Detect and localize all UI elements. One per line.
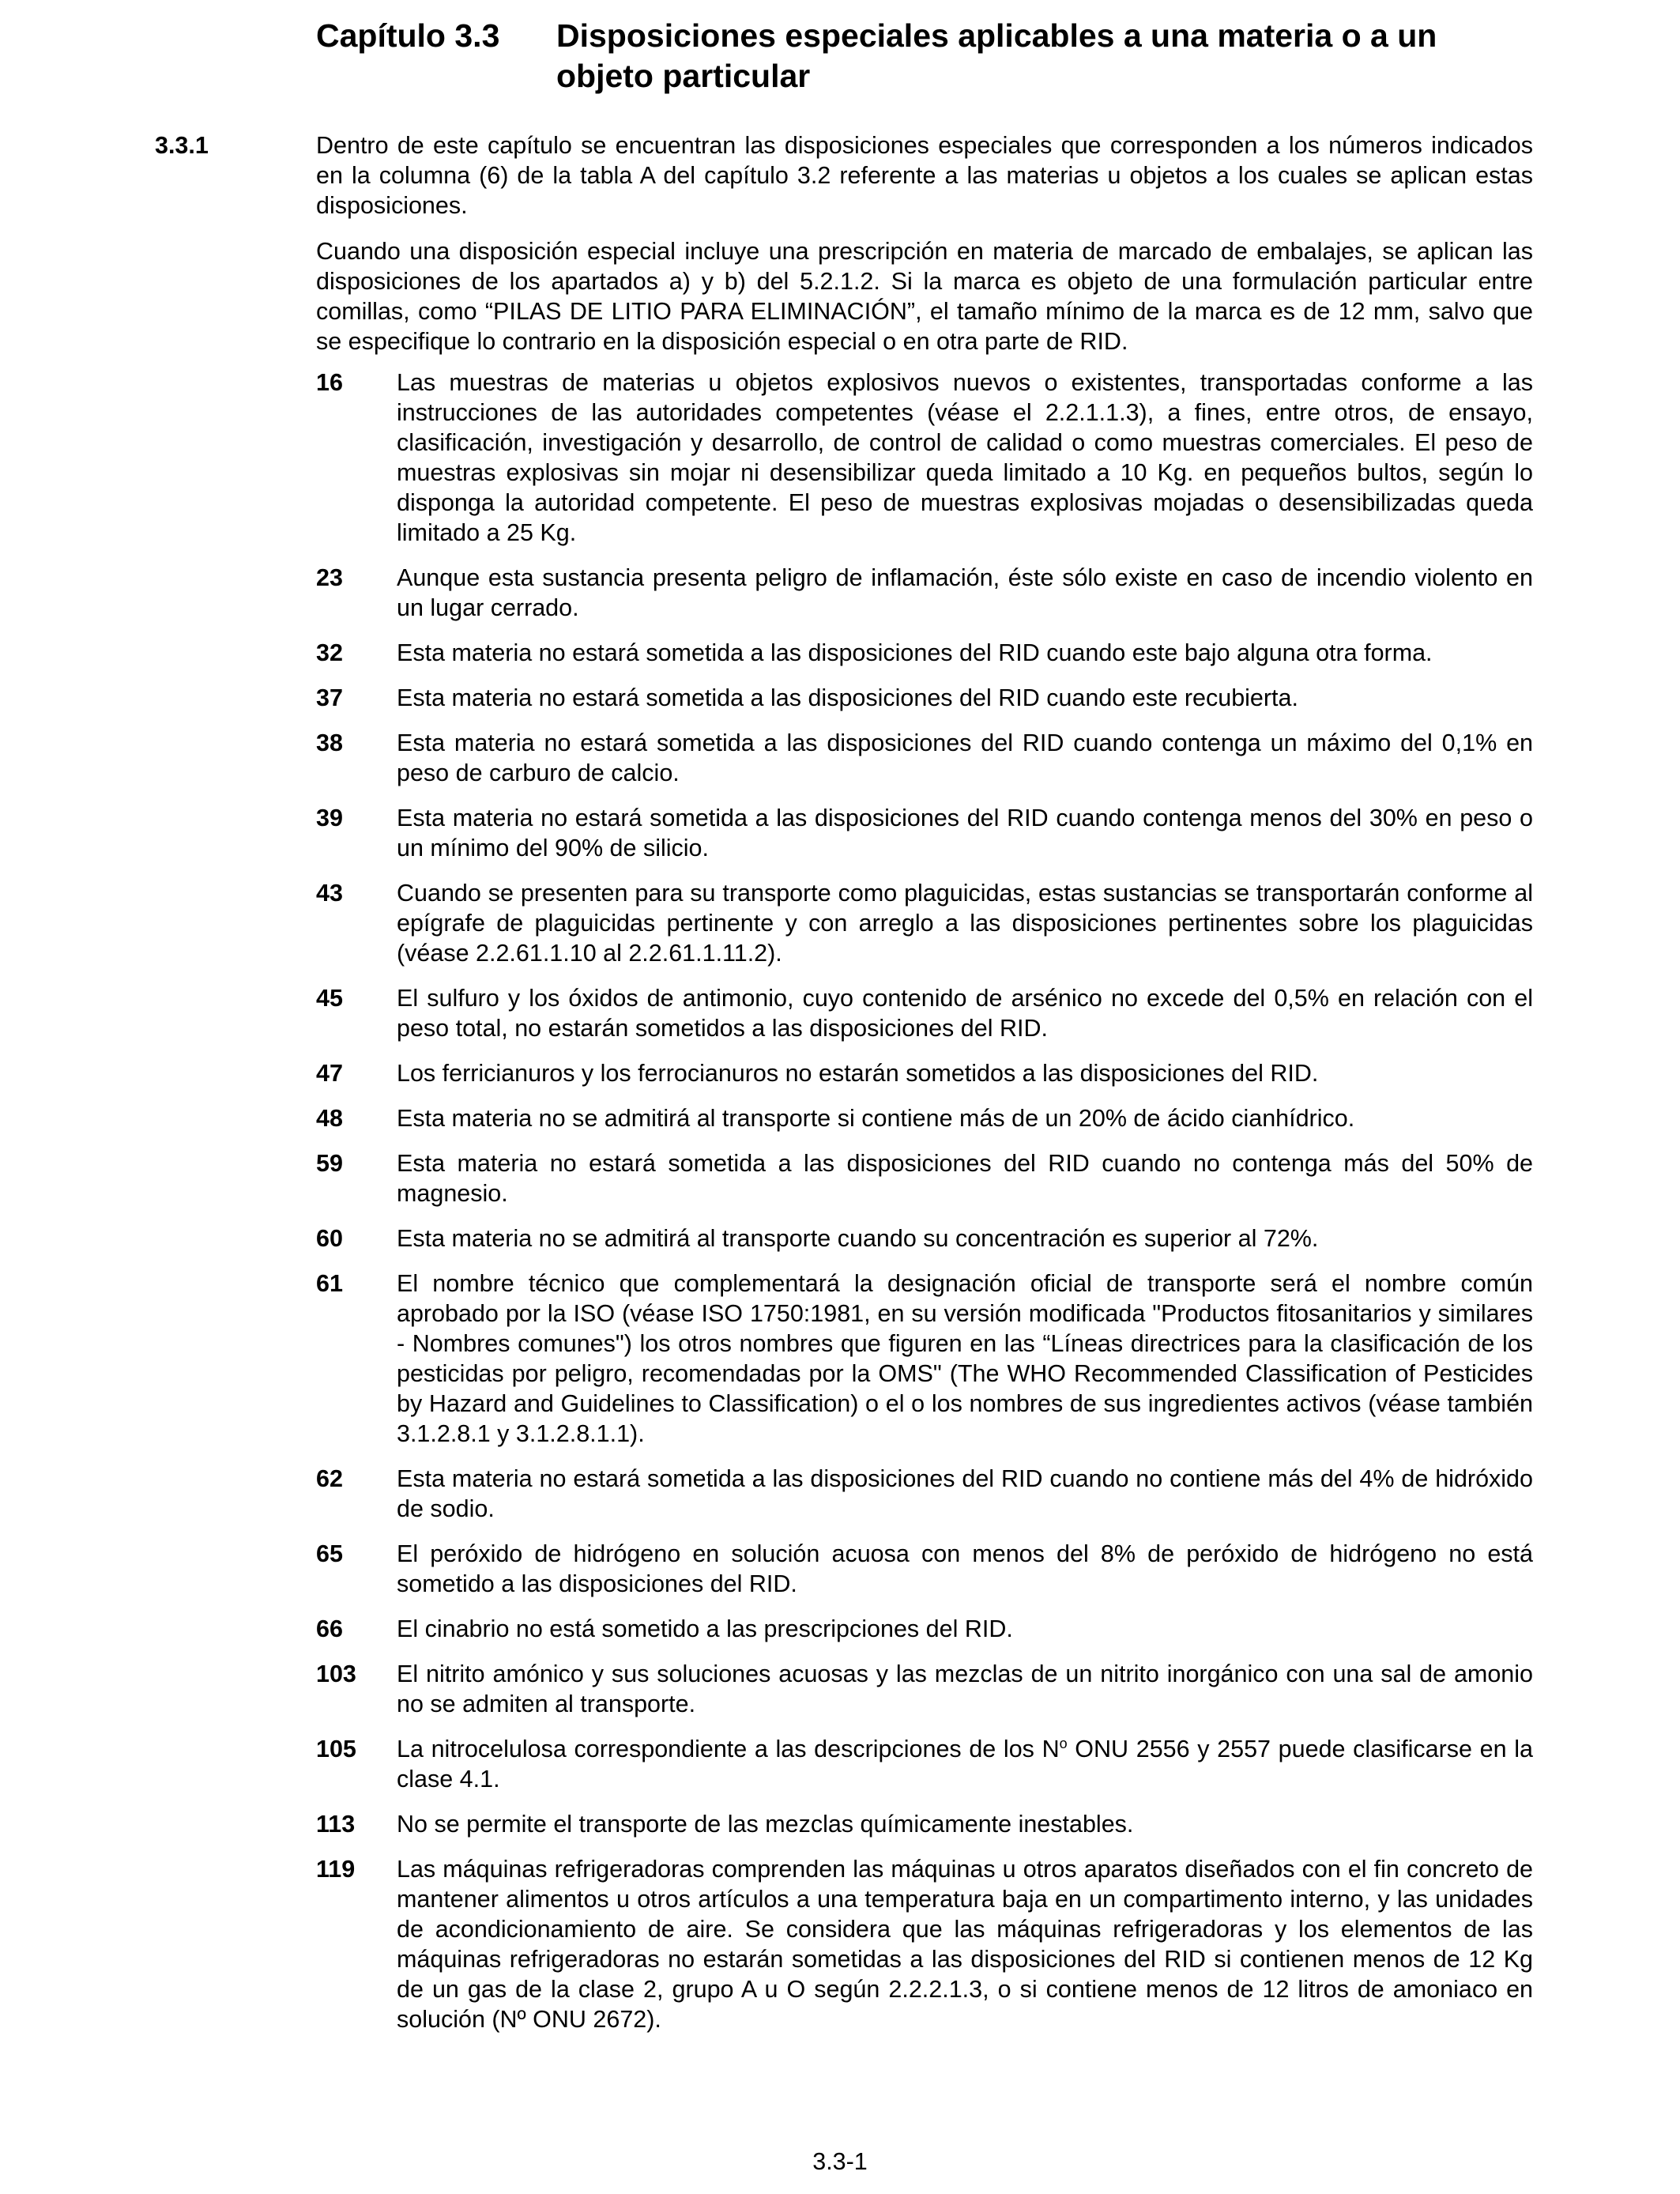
provision-number: 43 <box>316 880 343 907</box>
provision-text: Esta materia no estará sometida a las disposiciones del RID cuando este recubierta. <box>397 684 1298 711</box>
provision-number: 103 <box>316 1661 356 1687</box>
provision-text: Esta materia no se admitirá al transporte cuando su concentración es superior al 72%. <box>397 1225 1319 1252</box>
provision-item <box>316 728 1533 788</box>
provision-item <box>316 1148 1533 1208</box>
provision-item <box>316 803 1533 863</box>
provision-item <box>316 1614 1533 1644</box>
provision-number: 60 <box>316 1225 343 1252</box>
provision-number: 66 <box>316 1615 343 1642</box>
provision-text: El nitrito amónico y sus soluciones acuosas y las mezclas de un nitrito inorgánico con una sal de amonio no se admiten al transporte. <box>397 1661 1533 1717</box>
provision-item <box>316 1223 1533 1253</box>
provision-text: Las máquinas refrigeradoras comprenden las máquinas u otros aparatos diseñados con el fin concreto de mantener alimentos u otros artículos a una temperatura baja en un compartimento interno, y las unidades de acondicionamiento de aire. Se considera que las máquinas refrigeradoras y los elementos de las máquinas refrigeradoras no estarán sometidas a las disposiciones del RID si contienen menos de 12 Kg de un gas de la clase 2, grupo A u O según 2.2.2.1.3, o si contiene menos de 12 litros de amoniaco en solución (Nº ONU 2672). <box>397 1856 1533 2033</box>
provision-text: El nombre técnico que complementará la designación oficial de transporte será el nombre común aprobado por la ISO (véase ISO 1750:1981, en su versión modificada "Productos fitosanitarios y similares - Nombres comunes") los otros nombres que figuren en las “Líneas directrices para la clasificación de los pesticidas por peligro, recomendadas por la OMS" (The WHO Recommended Classification of Pesticides by Hazard and Guidelines to Classification) o el o los nombres de sus ingredientes activos (véase también 3.1.2.8.1 y 3.1.2.8.1.1). <box>397 1270 1533 1447</box>
section-paragraph: Cuando una disposición especial incluye una prescripción en materia de marcado de embalajes, se aplican las disposiciones de los apartados a) y b) del 5.2.1.2. Si la marca es objeto de una formulación particular entre comillas, como “PILAS DE LITIO PARA ELIMINACIÓN”, el tamaño mínimo de la marca es de 12 mm, salvo que se especifique lo contrario en la disposición especial o en otra parte de RID. <box>316 238 1533 355</box>
provision-number: 105 <box>316 1736 356 1762</box>
chapter-title: Disposiciones especiales aplicables a una materia o a un objeto particular <box>556 17 1437 94</box>
provision-text: El peróxido de hidrógeno en solución acuosa con menos del 8% de peróxido de hidrógeno no está sometido a las disposiciones del RID. <box>397 1540 1533 1597</box>
provision-number: 47 <box>316 1060 343 1087</box>
provision-text-before: La nitrocelulosa correspondiente a las descripciones de los N <box>397 1736 1060 1762</box>
provision-item <box>316 1539 1533 1599</box>
chapter-label: Capítulo 3.3 <box>316 17 500 54</box>
provision-item <box>316 878 1533 968</box>
provision-number: 48 <box>316 1105 343 1132</box>
provision-number: 113 <box>316 1811 356 1838</box>
provision-text: El sulfuro y los óxidos de antimonio, cuyo contenido de arsénico no excede del 0,5% en relación con el peso total, no estarán sometidos a las disposiciones del RID. <box>397 985 1533 1042</box>
provision-item <box>316 983 1533 1043</box>
special-provisions-list <box>316 368 1533 2049</box>
provision-text: Los ferricianuros y los ferrocianuros no estarán sometidos a las disposiciones del RID. <box>397 1060 1319 1087</box>
provision-text: Cuando se presenten para su transporte como plaguicidas, estas sustancias se transportarán conforme al epígrafe de plaguicidas pertinente y con arreglo a las disposiciones pertinentes sobre los plaguicidas (véase 2.2.61.1.10 al 2.2.61.1.11.2). <box>397 880 1533 967</box>
provision-text: El cinabrio no está sometido a las prescripciones del RID. <box>397 1615 1013 1642</box>
provision-item <box>316 1809 1533 1839</box>
provision-item <box>316 1103 1533 1133</box>
provision-item <box>316 638 1533 668</box>
provision-item <box>316 1058 1533 1088</box>
provision-text <box>397 1736 1533 1793</box>
provision-number: 38 <box>316 729 343 756</box>
section-3-3-1 <box>155 130 1533 372</box>
provision-item <box>316 683 1533 713</box>
chapter-heading <box>316 16 1533 96</box>
provision-item <box>316 368 1533 548</box>
section-body <box>316 130 1533 356</box>
provision-number: 37 <box>316 684 343 711</box>
provision-number: 32 <box>316 639 343 666</box>
section-number: 3.3.1 <box>155 132 209 159</box>
provision-number: 16 <box>316 369 343 396</box>
provision-text: Aunque esta sustancia presenta peligro de inflamación, éste sólo existe en caso de incendio violento en un lugar cerrado. <box>397 564 1533 621</box>
provision-text: Esta materia no estará sometida a las disposiciones del RID cuando este bajo alguna otra forma. <box>397 639 1433 666</box>
provision-item <box>316 1269 1533 1449</box>
provision-item <box>316 1734 1533 1794</box>
provision-number: 23 <box>316 564 343 591</box>
provision-number: 39 <box>316 805 343 831</box>
superscript-o: o <box>1059 1735 1068 1751</box>
page-number: 3.3-1 <box>812 2148 868 2175</box>
provision-text: Esta materia no se admitirá al transporte si contiene más de un 20% de ácido cianhídrico. <box>397 1105 1355 1132</box>
provision-number: 61 <box>316 1270 343 1297</box>
provision-item <box>316 1854 1533 2034</box>
provision-item <box>316 1464 1533 1524</box>
provision-text: Las muestras de materias u objetos explosivos nuevos o existentes, transportadas conforme a las instrucciones de las autoridades competentes (véase el 2.2.1.1.3), a fines, entre otros, de ensayo, clasificación, investigación y desarrollo, de control de calidad o como muestras comerciales. El peso de muestras explosivas sin mojar ni desensibilizar queda limitado a 10 Kg. en pequeños bultos, según lo disponga la autoridad competente. El peso de muestras explosivas mojadas o desensibilizadas queda limitado a 25 Kg. <box>397 369 1533 546</box>
provision-number: 119 <box>316 1856 356 1883</box>
provision-number: 59 <box>316 1150 343 1177</box>
provision-item <box>316 1659 1533 1719</box>
provision-item <box>316 563 1533 623</box>
provision-text-after: ONU 2556 y 2557 puede clasificarse en la clase 4.1. <box>397 1736 1534 1793</box>
provision-number: 45 <box>316 985 343 1012</box>
provision-text: No se permite el transporte de las mezclas químicamente inestables. <box>397 1811 1134 1838</box>
provision-text: Esta materia no estará sometida a las disposiciones del RID cuando no contiene más del 4% de hidróxido de sodio. <box>397 1465 1533 1522</box>
provision-text: Esta materia no estará sometida a las disposiciones del RID cuando no contenga más del 50% de magnesio. <box>397 1150 1533 1207</box>
provision-text: Esta materia no estará sometida a las disposiciones del RID cuando contenga menos del 30% en peso o un mínimo del 90% de silicio. <box>397 805 1533 861</box>
provision-number: 65 <box>316 1540 343 1567</box>
provision-text: Esta materia no estará sometida a las disposiciones del RID cuando contenga un máximo del 0,1% en peso de carburo de calcio. <box>397 729 1533 786</box>
section-paragraph: Dentro de este capítulo se encuentran las disposiciones especiales que corresponden a los números indicados en la columna (6) de la tabla A del capítulo 3.2 referente a las materias u objetos a los cuales se aplican estas disposiciones. <box>316 132 1533 219</box>
provision-number: 62 <box>316 1465 343 1492</box>
